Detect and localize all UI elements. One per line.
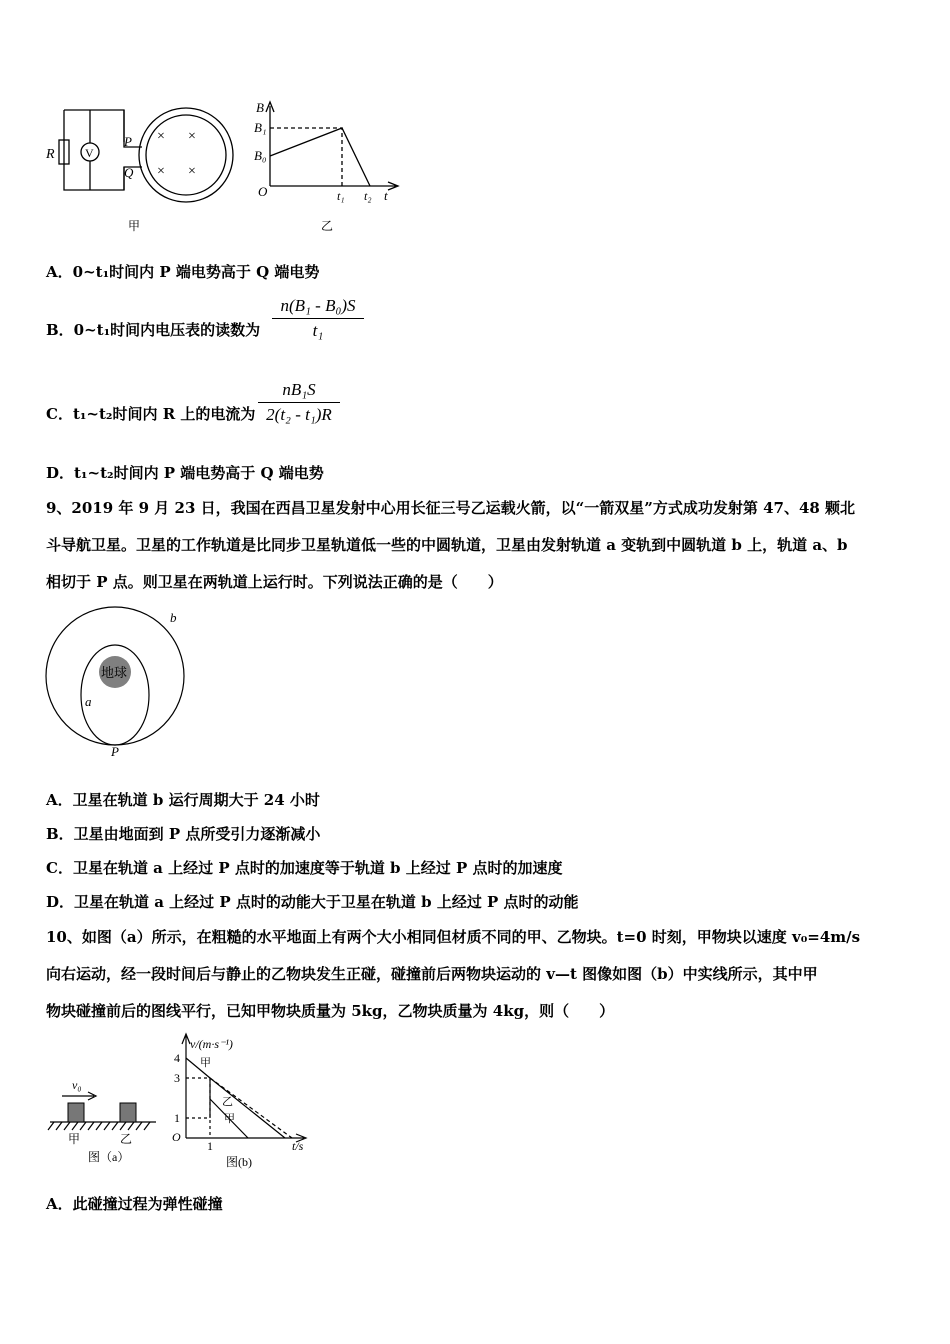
vt-ytick-3: 3 [174, 1071, 180, 1085]
q8-b-numerator: n(B₁ - B₀)S [272, 296, 364, 319]
block-jia-label: 甲 [68, 1132, 81, 1146]
field-cross: × [188, 164, 196, 179]
q8-option-c: C．t₁~t₂时间内 R 上的电流为 [46, 405, 256, 423]
q10-option-a: A．此碰撞过程为弹性碰撞 [46, 1195, 223, 1213]
graph-origin-label: O [258, 184, 268, 199]
q9-option-d: D．卫星在轨道 a 上经过 P 点时的动能大于卫星在轨道 b 上经过 P 点时的动能 [46, 893, 579, 911]
q10-stem-line3: 物块碰撞前后的图线平行，已知甲物块质量为 5kg，乙物块质量为 4kg，则（ ） [46, 1002, 615, 1020]
graph-t1-label: t₁ [337, 189, 345, 203]
b-t-graph [248, 98, 408, 238]
circuit-R-label: R [46, 147, 55, 162]
circuit-figure [44, 100, 234, 240]
v-t-graph [166, 1030, 316, 1172]
vt-line-jia-after: 甲 [224, 1113, 235, 1125]
terminal-Q-label: Q [124, 165, 134, 180]
orbit-b-label: b [170, 610, 177, 625]
q9-stem-line2: 斗导航卫星。卫星的工作轨道是比同步卫星轨道低一些的中圆轨道，卫星由发射轨道 a 变轨到中圆轨道 b 上，轨道 a、b [46, 536, 848, 554]
voltmeter-label: V [85, 146, 94, 160]
q10-stem-line1: 10、如图（a）所示，在粗糙的水平地面上有两个大小相同但材质不同的甲、乙物块。t=0 时刻，甲物块以速度 v₀=4m/s [46, 928, 861, 946]
q9-option-a: A．卫星在轨道 b 运行周期大于 24 小时 [46, 791, 320, 809]
q8-c-numerator: nB₁S [258, 380, 340, 403]
vt-origin: O [172, 1130, 181, 1144]
orbit-a-label: a [85, 694, 92, 709]
block-jia [68, 1103, 84, 1122]
q9-option-c: C．卫星在轨道 a 上经过 P 点时的加速度等于轨道 b 上经过 P 点时的加速度 [46, 859, 563, 877]
graph-caption: 乙 [321, 219, 334, 233]
vt-ytick-1: 1 [174, 1111, 180, 1125]
circuit-caption: 甲 [128, 219, 141, 233]
q8-option-b: B．0~t₁时间内电压表的读数为 [46, 321, 261, 339]
block-yi [120, 1103, 136, 1122]
graph-t-axis-label: t [384, 188, 388, 203]
q8-option-b-fraction [272, 296, 364, 341]
terminal-P-label: P [124, 134, 132, 149]
vt-line-yi: 乙 [222, 1096, 233, 1108]
block-yi-label: 乙 [120, 1132, 133, 1146]
q8-c-denominator: 2(t₂ - t₁)R [266, 405, 332, 424]
graph-B1-label: B₁ [254, 120, 267, 135]
field-cross: × [188, 129, 196, 144]
q8-option-a: A．0~t₁时间内 P 端电势高于 Q 端电势 [46, 263, 320, 281]
vt-line-jia-before: 甲 [200, 1057, 211, 1069]
graph-t2-label: t₂ [364, 189, 372, 203]
vt-xlabel: t/s [292, 1139, 304, 1153]
vt-ytick-4: 4 [174, 1051, 180, 1065]
graph-B-label: B [256, 100, 264, 115]
q9-stem-line1: 9、2019 年 9 月 23 日，我国在西昌卫星发射中心用长征三号乙运载火箭，以“一箭双星”方式成功发射第 47、48 颗北 [46, 499, 856, 517]
earth-label: 地球 [101, 665, 128, 680]
q9-stem-line3: 相切于 P 点。则卫星在两轨道上运行时。下列说法正确的是（ ） [46, 573, 503, 591]
tangent-point-P-label: P [111, 744, 119, 759]
fig-b-caption: 图(b) [226, 1155, 252, 1169]
blocks-figure [46, 1070, 166, 1170]
orbit-figure [40, 600, 200, 765]
q10-stem-line2: 向右运动，经一段时间后与静止的乙物块发生正碰，碰撞前后两物块运动的 v—t 图像如图（b）中实线所示，其中甲 [46, 965, 818, 983]
vt-xtick-1: 1 [207, 1139, 213, 1153]
q8-option-c-fraction [258, 380, 340, 425]
q8-option-d: D．t₁~t₂时间内 P 端电势高于 Q 端电势 [46, 464, 324, 482]
fig-a-caption: 图（a） [88, 1150, 130, 1164]
q9-option-b: B．卫星由地面到 P 点所受引力逐渐减小 [46, 825, 321, 843]
q8-b-denominator: t₁ [312, 321, 324, 340]
field-cross: × [157, 129, 165, 144]
graph-B0-label: B₀ [254, 148, 267, 163]
v0-label: v₀ [72, 1078, 82, 1092]
vt-ylabel: v/(m·s⁻¹) [190, 1037, 233, 1051]
field-cross: × [157, 164, 165, 179]
